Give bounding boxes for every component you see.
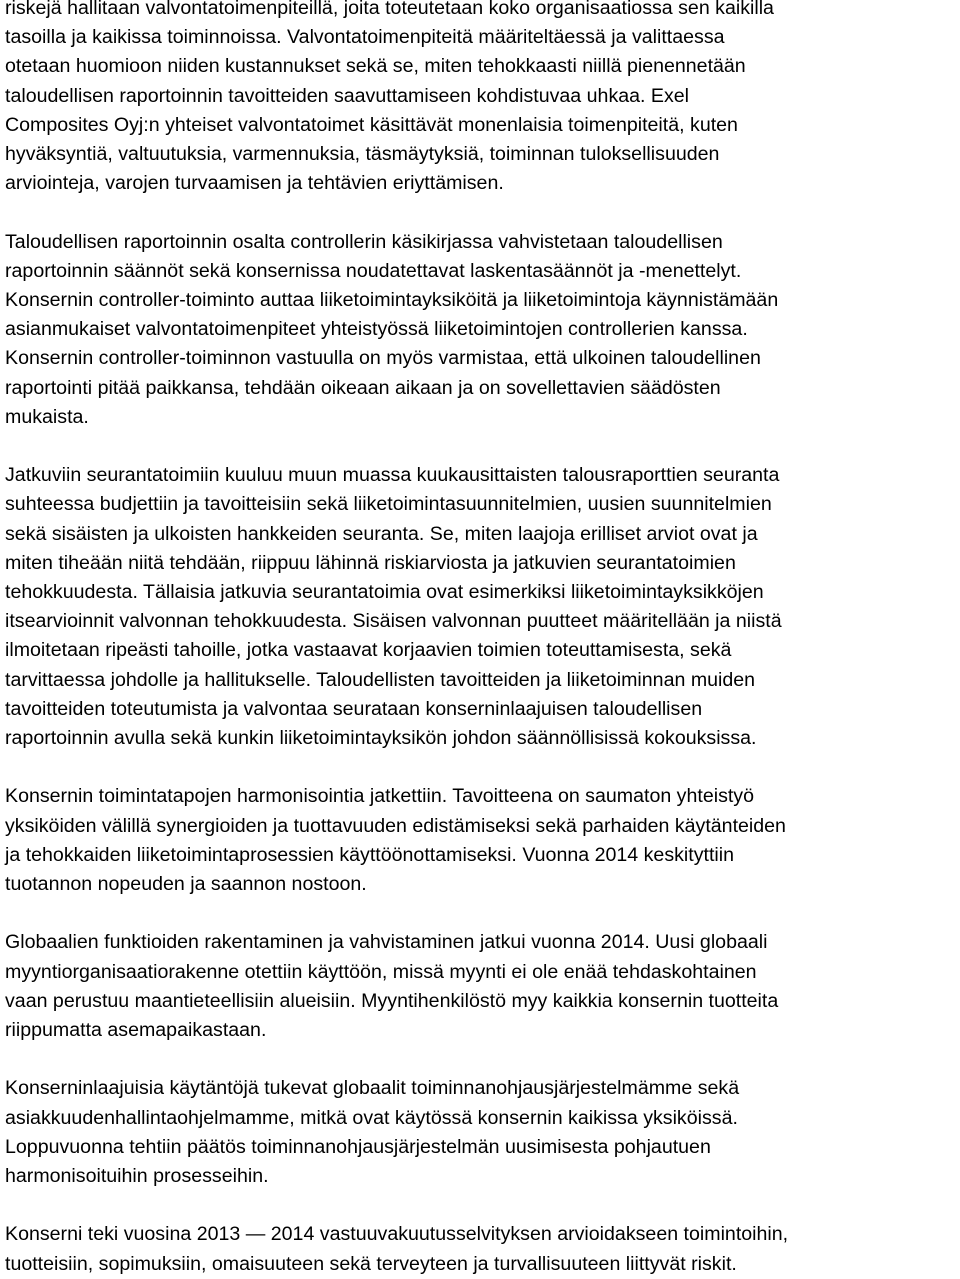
text-line: tavoitteiden toteutumista ja valvontaa seurataan konserninlaajuisen taloudellisen bbox=[5, 697, 703, 720]
text-line: tuotteisiin, sopimuksiin, omaisuuteen sekä terveyteen ja turvallisuuteen liittyvät riskit. bbox=[5, 1252, 737, 1275]
paragraph-toiminnanohjausjarjestelmat bbox=[5, 1074, 953, 1191]
text-line: Konsernin controller-toiminnon vastuulla on myös varmistaa, että ulkoinen taloudellinen bbox=[5, 347, 761, 370]
document-page bbox=[5, 0, 953, 1279]
text-line: ja tehokkaiden liiketoimintaprosessien käyttöönottamiseksi. Vuonna 2014 keskityttiin bbox=[5, 843, 734, 866]
text-line: miten tiheään niitä tehdään, riippuu lähinnä riskiarviosta ja jatkuvien seurantatoimien bbox=[5, 551, 736, 574]
text-line: yksiköiden välillä synergioiden ja tuottavuuden edistämiseksi sekä parhaiden käytänteiden bbox=[5, 814, 786, 837]
text-line: tarvittaessa johdolle ja hallitukselle. Taloudellisten tavoitteiden ja liiketoiminnan muiden bbox=[5, 668, 756, 691]
text-line: tuotannon nopeuden ja saannon nostoon. bbox=[5, 873, 367, 896]
text-line: Konserni teki vuosina 2013 — 2014 vastuuvakuutusselvityksen arvioidakseen toimintoihin, bbox=[5, 1223, 789, 1246]
text-line: harmonisoituihin prosesseihin. bbox=[5, 1165, 269, 1188]
text-line: raportoinnin säännöt sekä konsernissa noudatettavat laskentasäännöt ja -menettelyt. bbox=[5, 259, 742, 282]
text-line: sekä sisäisten ja ulkoisten hankkeiden seuranta. Se, miten laajoja erilliset arviot ovat ja bbox=[5, 522, 758, 545]
paragraph-harmonisointi bbox=[5, 782, 953, 899]
text-line: mukaista. bbox=[5, 405, 89, 428]
text-line: tasoilla ja kaikissa toiminnoissa. Valvontatoimenpiteitä määriteltäessä ja valittaessa bbox=[5, 26, 725, 49]
text-line: Loppuvuonna tehtiin päätös toiminnanohjausjärjestelmän uusimisesta pohjautuen bbox=[5, 1135, 711, 1158]
text-line: myyntiorganisaatiorakenne otettiin käyttöön, missä myynti ei ole enää tehdaskohtainen bbox=[5, 960, 757, 983]
paragraph-valvontatoimenpiteet bbox=[5, 0, 953, 198]
paragraph-controller-kasikirja bbox=[5, 228, 953, 432]
text-line: taloudellisen raportoinnin tavoitteiden saavuttamiseen kohdistuvaa uhkaa. Exel bbox=[5, 84, 690, 107]
text-line: tehokkuudesta. Tällaisia jatkuvia seurantatoimia ovat esimerkiksi liiketoimintayksikköjen bbox=[5, 581, 764, 604]
text-line: Composites Oyj:n yhteiset valvontatoimet käsittävät monenlaisia toimenpiteitä, kuten bbox=[5, 113, 738, 136]
text-line: vaan perustuu maantieteellisiin alueisiin. Myyntihenkilöstö myy kaikkia konsernin tuotteita bbox=[5, 989, 779, 1012]
text-line: Jatkuviin seurantatoimiin kuuluu muun muassa kuukausittaisten talousraporttien seuranta bbox=[5, 464, 780, 487]
text-line: riippumatta asemapaikastaan. bbox=[5, 1019, 267, 1042]
text-line: hyväksyntiä, valtuutuksia, varmennuksia, täsmäytyksiä, toiminnan tuloksellisuuden bbox=[5, 143, 720, 166]
text-line: Konserninlaajuisia käytäntöjä tukevat globaalit toiminnanohjausjärjestelmämme sekä bbox=[5, 1077, 740, 1100]
text-line: otetaan huomioon niiden kustannukset sekä se, miten tehokkaasti niillä pienennetään bbox=[5, 55, 746, 78]
text-line: suhteessa budjettiin ja tavoitteisiin sekä liiketoimintasuunnitelmien, uusien suunnitelmien bbox=[5, 493, 772, 516]
text-line: asianmukaiset valvontatoimenpiteet yhteistyössä liiketoimintojen controllerien kanssa. bbox=[5, 318, 748, 341]
text-line: ilmoitetaan ripeästi tahoille, jotka vastaavat korjaavien toimien toteuttamisesta, sekä bbox=[5, 639, 732, 662]
text-line: Globaalien funktioiden rakentaminen ja vahvistaminen jatkui vuonna 2014. Uusi globaali bbox=[5, 931, 768, 954]
paragraph-vastuuvakuutusselvitys bbox=[5, 1220, 953, 1278]
text-line: asiakkuudenhallintaohjelmamme, mitkä ovat käytössä konsernin kaikissa yksiköissä. bbox=[5, 1106, 738, 1129]
text-line: Konsernin toimintatapojen harmonisointia jatkettiin. Tavoitteena on saumaton yhteistyö bbox=[5, 785, 755, 808]
text-line: Taloudellisen raportoinnin osalta controllerin käsikirjassa vahvistetaan taloudellisen bbox=[5, 230, 723, 253]
text-line: itsearvioinnit valvonnan tehokkuudesta. Sisäisen valvonnan puutteet määritellään ja niistä bbox=[5, 610, 782, 633]
text-line: raportoinnin avulla sekä kunkin liiketoimintayksikön johdon säännöllisissä kokouksissa. bbox=[5, 727, 757, 750]
text-line: riskejä hallitaan valvontatoimenpiteillä, joita toteutetaan koko organisaatiossa sen kaikilla bbox=[5, 0, 774, 19]
paragraph-jatkuvat-seurantatoimet bbox=[5, 461, 953, 753]
text-line: Konsernin controller-toiminto auttaa liiketoimintayksiköitä ja liiketoimintoja käynnistämään bbox=[5, 289, 779, 312]
text-line: raportointi pitää paikkansa, tehdään oikeaan aikaan ja on sovellettavien säädösten bbox=[5, 376, 721, 399]
text-line: arviointeja, varojen turvaamisen ja tehtävien eriyttämisen. bbox=[5, 172, 504, 195]
paragraph-globaalit-funktiot bbox=[5, 928, 953, 1045]
